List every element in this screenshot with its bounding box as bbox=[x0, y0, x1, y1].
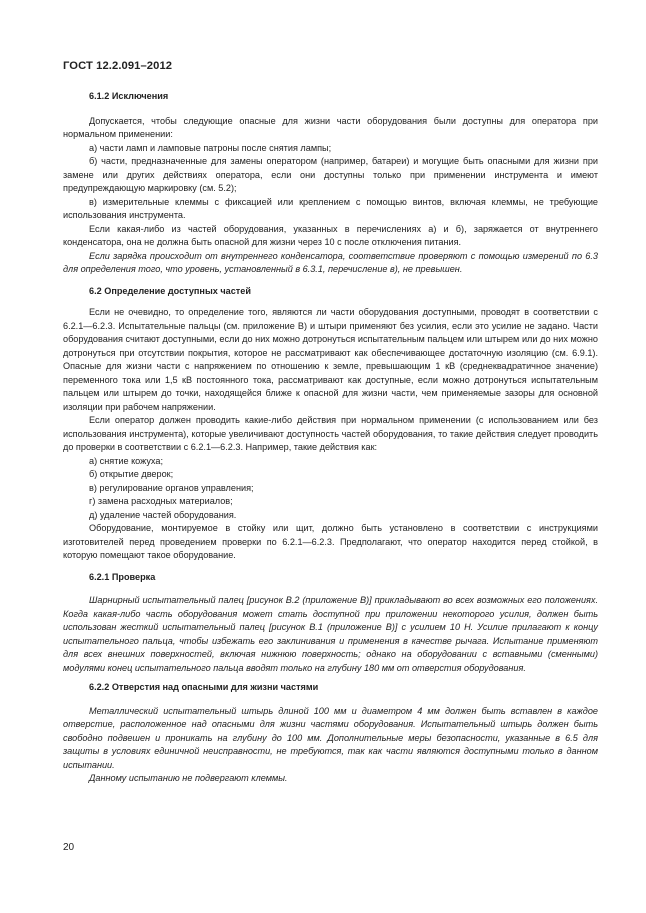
paragraph: Оборудование, монтируемое в стойку или щит, должно быть установлено в соответствии с инструкциями изготовителей перед проведением проверки по 6.2.1—6.2.3. Предполагают, что оператор находится перед стойкой, в которую помещают такое оборудование. bbox=[63, 523, 598, 560]
section-heading-6-2-1: 6.2.1 Проверка bbox=[89, 571, 156, 582]
test-paragraph: Шарнирный испытательный палец [рисунок В.2 (приложение В)] прикладывают во всех возможных его положениях. Когда какая-либо часть оборудования может стать доступной при приложении некоторого усилия, должен быть использован жесткий испытательный палец [рисунок В.1 (приложение В)] с усилием 10 Н. Усилие прилагают к концу испытательного пальца, чтобы избежать его заклинивания и применения в качестве рычага. Испытание применяют для всех внешних поверхностей, включая нижнюю поверхность; однако на оборудовании с вставными (сменными) модулями конец испытательного пальца вводят только на глубину 180 мм от отверстия оборудования. bbox=[63, 595, 598, 673]
list-item: в) регулирование органов управления; bbox=[89, 482, 254, 493]
list-item: д) удаление частей оборудования. bbox=[89, 509, 237, 520]
section-heading-6-1-2: 6.1.2 Исключения bbox=[89, 91, 169, 101]
document-body bbox=[63, 86, 598, 786]
page-number: 20 bbox=[63, 842, 75, 853]
document-header: ГОСТ 12.2.091–2012 bbox=[63, 60, 173, 72]
section-heading-6-2-2: 6.2.2 Отверстия над опасными для жизни частями bbox=[89, 682, 319, 692]
paragraph: Если оператор должен проводить какие-либо действия при нормальном применении (с использованием или без использования инструмента), которые увеличивают доступность частей оборудования, то такие действия следует проводить до проверки в соответствии с 6.2.1—6.2.3. Например, такие действия как: bbox=[63, 415, 598, 452]
test-paragraph: Данному испытанию не подвергают клеммы. bbox=[89, 773, 288, 783]
list-item: б) открытие дверок; bbox=[89, 469, 174, 479]
paragraph: Допускается, чтобы следующие опасные для жизни части оборудования были доступны для оператора при нормальном применении: bbox=[63, 115, 598, 139]
list-item: б) части, предназначенные для замены оператором (например, батареи) и могущие быть опасными для жизни при замене или других действиях оператора, если они доступны только при применении инструмента и имеют предупреждающую маркировку (см. 5.2); bbox=[63, 156, 598, 193]
paragraph: Если какая-либо из частей оборудования, указанных в перечислениях а) и б), заряжается от внутреннего конденсатора, она не должна быть опасной для жизни через 10 с после отключения питания. bbox=[63, 223, 598, 247]
list-item: а) снятие кожуха; bbox=[89, 455, 163, 466]
test-paragraph: Металлический испытательный штырь длиной 100 мм и диаметром 4 мм должен быть вставлен в каждое отверстие, расположенное над опасными для жизни частями оборудования. Испытательный штырь должен быть свободно подвешен и проникать на глубину до 100 мм. Дополнительные меры безопасности, указанные в 6.5 для защиты в условиях единичной неисправности, не требуются, так как части являются доступными только в данном испытании. bbox=[63, 705, 598, 770]
list-item: г) замена расходных материалов; bbox=[89, 496, 233, 506]
list-item: а) части ламп и ламповые патроны после снятия лампы; bbox=[89, 142, 332, 153]
section-heading-6-2: 6.2 Определение доступных частей bbox=[89, 285, 251, 296]
list-item: в) измерительные клеммы с фиксацией или креплением с помощью винтов, включая клеммы, не требующие использования инструмента. bbox=[63, 196, 598, 220]
paragraph: Если не очевидно, то определение того, являются ли части оборудования доступными, проводят в соответствии с 6.2.1—6.2.3. Испытательные пальцы (см. приложение В) и штыри применяют без усилия, если это усилие не задано. Части оборудования считают доступными, если до них можно дотронуться испытательным пальцем или штырем или до них можно дотронуться при отсутствии покрытия, которое не рассматривают как обеспечивающее достаточную изоляцию (см. 6.9.1). Опасные для жизни части с напряжением по отношению к земле, превышающим 1 кВ (среднеквадратичное значение) переменного тока или 1,5 кВ постоянного тока, рассматривают как доступные, если можно дотронуться испытательным пальцем или штырем до точки, находящейся ближе к опасной для жизни части, чем применяемые зазоры для основной изоляции при рабочем напряжении. bbox=[63, 307, 598, 412]
compliance-paragraph: Если зарядка происходит от внутреннего конденсатора, соответствие проверяют с помощью измерений по 6.3 для определения того, что уровень, установленный в 6.3.1, перечисление в), не превышен. bbox=[63, 250, 598, 274]
